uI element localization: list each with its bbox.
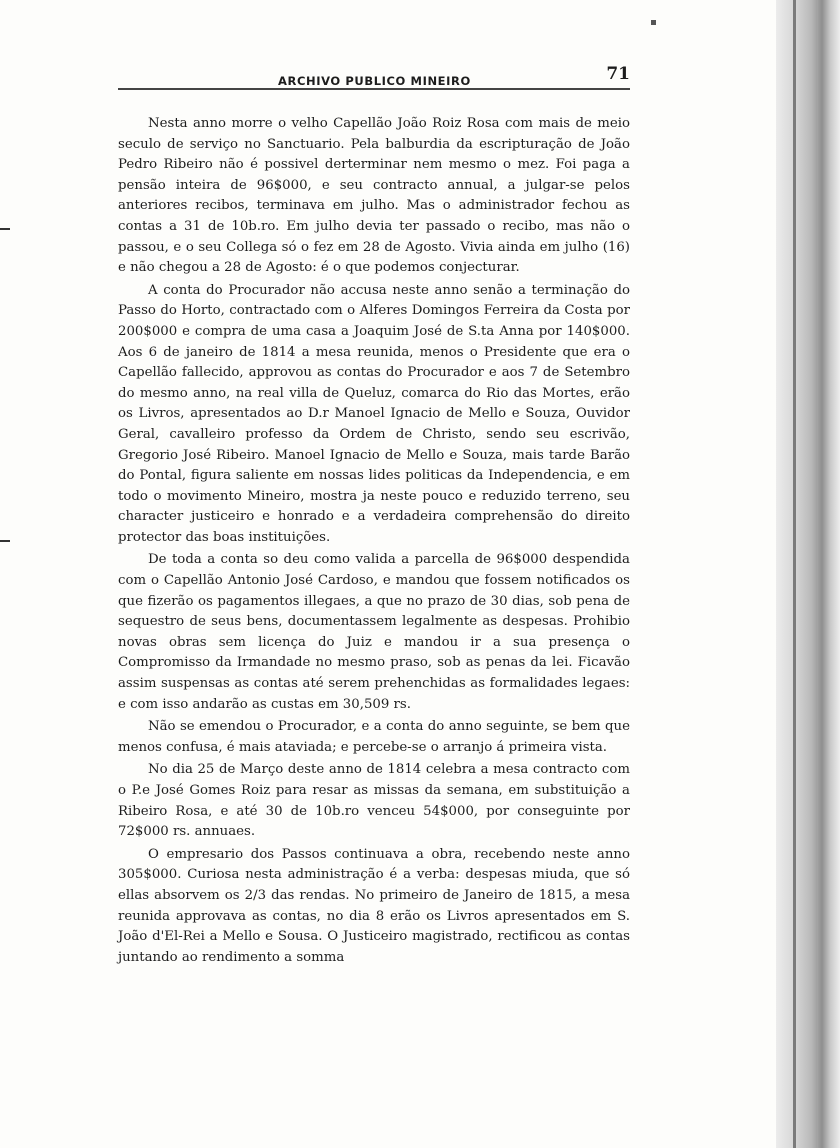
paragraph: De toda a conta so deu como valida a parcella de 96$000 despendida com o Capellão Antonio José Cardoso, e mandou que fossem notificados os que fizerão os pagamentos illegaes, a que no prazo de 30 dias, sob pena de sequestro de seus bens, documentassem legalmente as despesas. Prohibio novas obras sem licença do Juiz e mandou ir a sua presença o Compromisso da Irmandade no mesmo praso, sob as penas da lei. Ficavão assim suspensas as contas até serem prehenchidas as formalidades legaes: e com isso andarão as custas em 30,509 rs. [118,552,630,712]
binding-shadow-line [793,0,796,1148]
margin-mark [0,228,10,230]
page-number: 71 [606,64,630,84]
document-page [118,58,630,970]
body-text [118,114,630,968]
paragraph: A conta do Procurador não accusa neste anno senão a terminação do Passo do Horto, contractado com o Alferes Domingos Ferreira da Costa por 200$000 e compra de uma casa a Joaquim José de S.ta Anna por 140$000. Aos 6 de janeiro de 1814 a mesa reunida, menos o Presidente que era o Capellão fallecido, approvou as contas do Procurador e aos 7 de Setembro do mesmo anno, na real villa de Queluz, comarca do Rio das Mortes, erão os Livros, apresentados ao D.r Manoel Ignacio de Mello e Souza, Ouvidor Geral, cavalleiro professo da Ordem de Christo, sendo seu escrivão, Gregorio José Ribeiro. Manoel Ignacio de Mello e Souza, mais tarde Barão do Pontal, figura saliente em nossas lides politicas da Independencia, e em todo o movimento Mineiro, mostra ja neste pouco e reduzido terreno, seu character justiceiro e honrado e a verdadeira comprehensão do direito protector das boas instituições. [118,282,630,545]
paragraph: Não se emendou o Procurador, e a conta do anno seguinte, se bem que menos confusa, é mais ataviada; e percebe-se o arranjo á primeira vista. [118,719,630,755]
paragraph: No dia 25 de Março deste anno de 1814 celebra a mesa contracto com o P.e José Gomes Roiz para resar as missas da semana, em substituição a Ribeiro Rosa, e até 30 de 10b.ro venceu 54$000, por conseguinte por 72$000 rs. annuaes. [118,762,630,840]
paragraph: Nesta anno morre o velho Capellão João Roiz Rosa com mais de meio seculo de serviço no Sanctuario. Pela balburdia da escripturação de João Pedro Ribeiro não é possivel derterminar nem mesmo o mez. Foi paga a pensão inteira de 96$000, e seu contracto annual, a julgar-se pelos anteriores recibos, terminava em julho. Mas o administrador fechou as contas a 31 de 10b.ro. Em julho devia ter passado o recibo, mas não o passou, e o seu Collega só o fez em 28 de Agosto. Vivia ainda em julho (16) e não chegou a 28 de Agosto: é o que podemos conjecturar. [118,116,630,276]
page-header [118,58,630,90]
page-binding-edge [776,0,840,1148]
binding-shadow-line-2 [816,0,818,1148]
paragraph: O empresario dos Passos continuava a obra, recebendo neste anno 305$000. Curiosa nesta administração é a verba: despesas miuda, que só ellas absorvem os 2/3 das rendas. No primeiro de Janeiro de 1815, a mesa reunida approvava as contas, no dia 8 erão os Livros apresentados em S. João d'El-Rei a Mello e Sousa. O Justiceiro magistrado, rectificou as contas juntando ao rendimento a somma [118,846,630,965]
scan-speck [651,20,656,25]
running-title: ARCHIVO PUBLICO MINEIRO [278,74,471,88]
margin-mark [0,540,10,542]
